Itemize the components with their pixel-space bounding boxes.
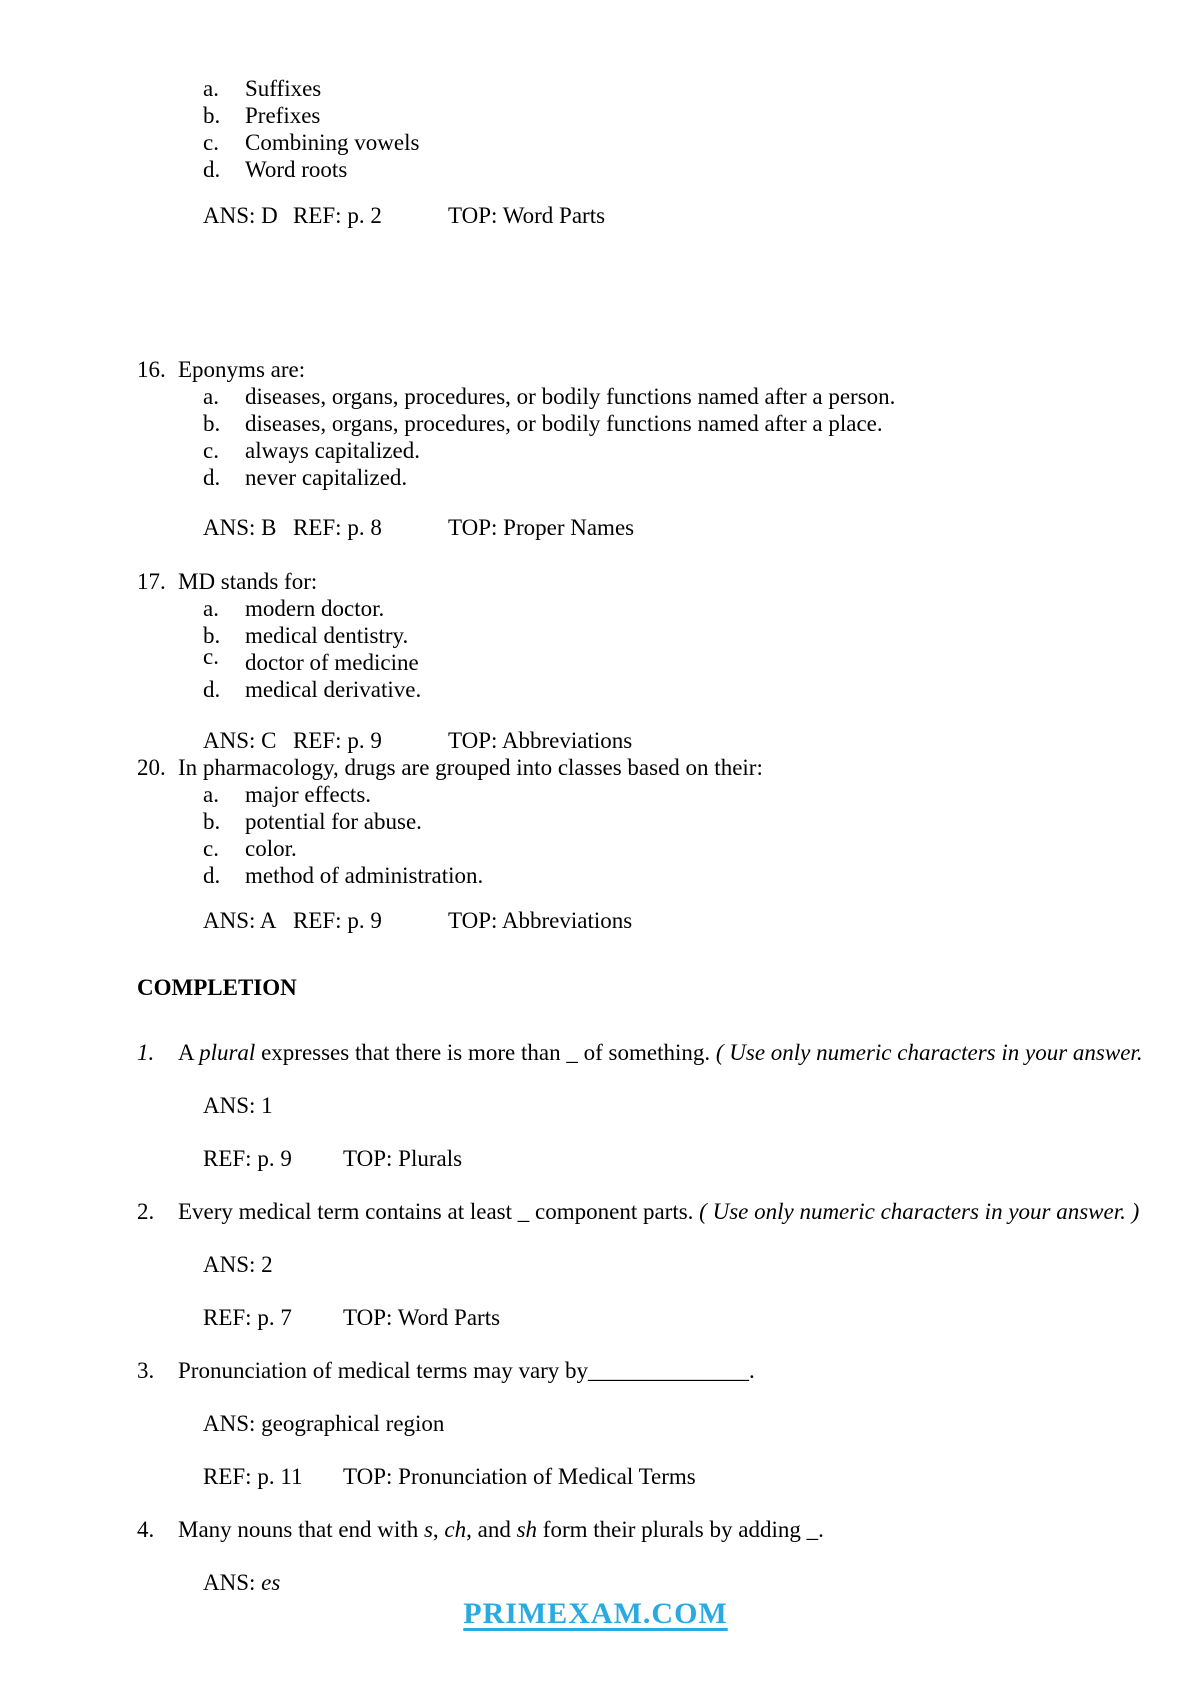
ans-value: ANS: B bbox=[203, 515, 277, 540]
question-row bbox=[137, 1198, 1191, 1225]
question-row bbox=[137, 1039, 1191, 1066]
option-letter: c. bbox=[203, 438, 219, 463]
option-text: always capitalized. bbox=[245, 438, 420, 463]
question-text: Many nouns that end with s, ch, and sh form their plurals by adding _. bbox=[178, 1517, 824, 1542]
option-letter: d. bbox=[203, 677, 221, 702]
question-row bbox=[137, 754, 1191, 781]
top-value: TOP: Word Parts bbox=[343, 1305, 501, 1330]
ans-value: ANS: 2 bbox=[203, 1252, 273, 1277]
top-value: TOP: Word Parts bbox=[448, 203, 606, 228]
option-row bbox=[203, 781, 1191, 808]
option-row bbox=[203, 464, 1191, 491]
ref-value: REF: p. 11 bbox=[203, 1464, 303, 1489]
completion-item-3 bbox=[0, 1357, 1191, 1490]
option-letter: c. bbox=[203, 644, 219, 669]
option-row bbox=[203, 595, 1191, 622]
answer-line bbox=[203, 1092, 1191, 1119]
ref-value: REF: p. 7 bbox=[203, 1305, 292, 1330]
ref-value: REF: p. 9 bbox=[293, 728, 382, 753]
option-letter: d. bbox=[203, 863, 221, 888]
top-value: TOP: Proper Names bbox=[448, 515, 635, 540]
ref-value: REF: p. 9 bbox=[203, 1146, 292, 1171]
option-text: Prefixes bbox=[245, 103, 321, 128]
option-text: color. bbox=[245, 836, 297, 861]
ans-value: ANS: C bbox=[203, 728, 277, 753]
top-value: TOP: Plurals bbox=[343, 1146, 463, 1171]
completion-heading: COMPLETION bbox=[137, 975, 297, 1000]
question-16-block bbox=[0, 356, 1191, 541]
option-row bbox=[203, 410, 1191, 437]
ans-value: ANS: geographical region bbox=[203, 1411, 445, 1436]
question-text: A plural expresses that there is more than _ of something. ( Use only numeric characters in your answer. bbox=[178, 1040, 1143, 1065]
option-row bbox=[203, 102, 1191, 129]
question-number: 4. bbox=[137, 1517, 155, 1542]
page-footer bbox=[0, 1597, 1191, 1630]
question-text: Pronunciation of medical terms may vary by______________. bbox=[178, 1358, 755, 1383]
option-text: medical derivative. bbox=[245, 677, 422, 702]
answer-line bbox=[203, 727, 1191, 754]
answer-line bbox=[203, 907, 1191, 934]
option-text: potential for abuse. bbox=[245, 809, 422, 834]
reference-line bbox=[203, 1463, 1191, 1490]
question-text: In pharmacology, drugs are grouped into classes based on their: bbox=[178, 755, 763, 780]
option-letter: a. bbox=[203, 782, 219, 807]
question-number: 2. bbox=[137, 1199, 155, 1224]
top-value: TOP: Abbreviations bbox=[448, 908, 633, 933]
option-text: modern doctor. bbox=[245, 596, 385, 621]
option-letter: a. bbox=[203, 596, 219, 621]
option-letter: a. bbox=[203, 384, 219, 409]
answer-line bbox=[203, 1569, 1191, 1596]
option-text: doctor of medicine bbox=[245, 650, 419, 675]
option-row bbox=[203, 622, 1191, 649]
ref-value: REF: p. 8 bbox=[293, 515, 382, 540]
ans-value: ANS: A bbox=[203, 908, 277, 933]
option-row bbox=[203, 835, 1191, 862]
question-20-block bbox=[0, 754, 1191, 934]
answer-line bbox=[203, 202, 1191, 229]
footer-link[interactable]: PRIMEXAM.COM bbox=[463, 1597, 728, 1630]
question-number: 16. bbox=[137, 357, 166, 382]
option-text: major effects. bbox=[245, 782, 372, 807]
question-number: 17. bbox=[137, 569, 166, 594]
option-text: Suffixes bbox=[245, 76, 322, 101]
option-letter: d. bbox=[203, 465, 221, 490]
completion-item-2 bbox=[0, 1198, 1191, 1331]
question-number: 1. bbox=[137, 1040, 155, 1065]
carryover-question-block bbox=[0, 75, 1191, 229]
question-text: Every medical term contains at least _ component parts. ( Use only numeric characters in your answer. ) bbox=[178, 1199, 1140, 1224]
question-text: MD stands for: bbox=[178, 569, 318, 594]
option-letter: a. bbox=[203, 76, 219, 101]
option-row bbox=[203, 437, 1191, 464]
option-text: method of administration. bbox=[245, 863, 484, 888]
option-letter: c. bbox=[203, 130, 219, 155]
question-row bbox=[137, 1516, 1191, 1543]
answer-line bbox=[203, 514, 1191, 541]
question-row bbox=[137, 356, 1191, 383]
option-text: never capitalized. bbox=[245, 465, 408, 490]
option-text: diseases, organs, procedures, or bodily functions named after a person. bbox=[245, 384, 896, 409]
completion-item-4 bbox=[0, 1516, 1191, 1596]
top-value: TOP: Pronunciation of Medical Terms bbox=[343, 1464, 696, 1489]
option-text: medical dentistry. bbox=[245, 623, 409, 648]
option-row bbox=[203, 676, 1191, 703]
option-letter: c. bbox=[203, 836, 219, 861]
question-number: 20. bbox=[137, 755, 166, 780]
completion-item-1 bbox=[0, 1039, 1191, 1172]
question-number: 3. bbox=[137, 1358, 155, 1383]
ref-value: REF: p. 2 bbox=[293, 203, 382, 228]
option-letter: b. bbox=[203, 809, 221, 834]
option-row bbox=[203, 644, 1191, 676]
option-letter: b. bbox=[203, 411, 221, 436]
option-letter: b. bbox=[203, 623, 221, 648]
ans-value: ANS: D bbox=[203, 203, 278, 228]
reference-line bbox=[203, 1304, 1191, 1331]
question-row bbox=[137, 1357, 1191, 1384]
answer-line bbox=[203, 1410, 1191, 1437]
option-letter: b. bbox=[203, 103, 221, 128]
option-row bbox=[203, 862, 1191, 889]
question-text: Eponyms are: bbox=[178, 357, 306, 382]
option-text: Word roots bbox=[245, 157, 348, 182]
ans-value: ANS: es bbox=[203, 1570, 281, 1595]
question-row bbox=[137, 568, 1191, 595]
reference-line bbox=[203, 1145, 1191, 1172]
option-row bbox=[203, 156, 1191, 183]
option-letter: d. bbox=[203, 157, 221, 182]
option-row bbox=[203, 808, 1191, 835]
ref-value: REF: p. 9 bbox=[293, 908, 382, 933]
question-17-block bbox=[0, 568, 1191, 754]
option-row bbox=[203, 129, 1191, 156]
answer-line bbox=[203, 1251, 1191, 1278]
ans-value: ANS: 1 bbox=[203, 1093, 273, 1118]
option-text: Combining vowels bbox=[245, 130, 420, 155]
top-value: TOP: Abbreviations bbox=[448, 728, 633, 753]
option-row bbox=[203, 75, 1191, 102]
option-row bbox=[203, 383, 1191, 410]
option-text: diseases, organs, procedures, or bodily functions named after a place. bbox=[245, 411, 883, 436]
